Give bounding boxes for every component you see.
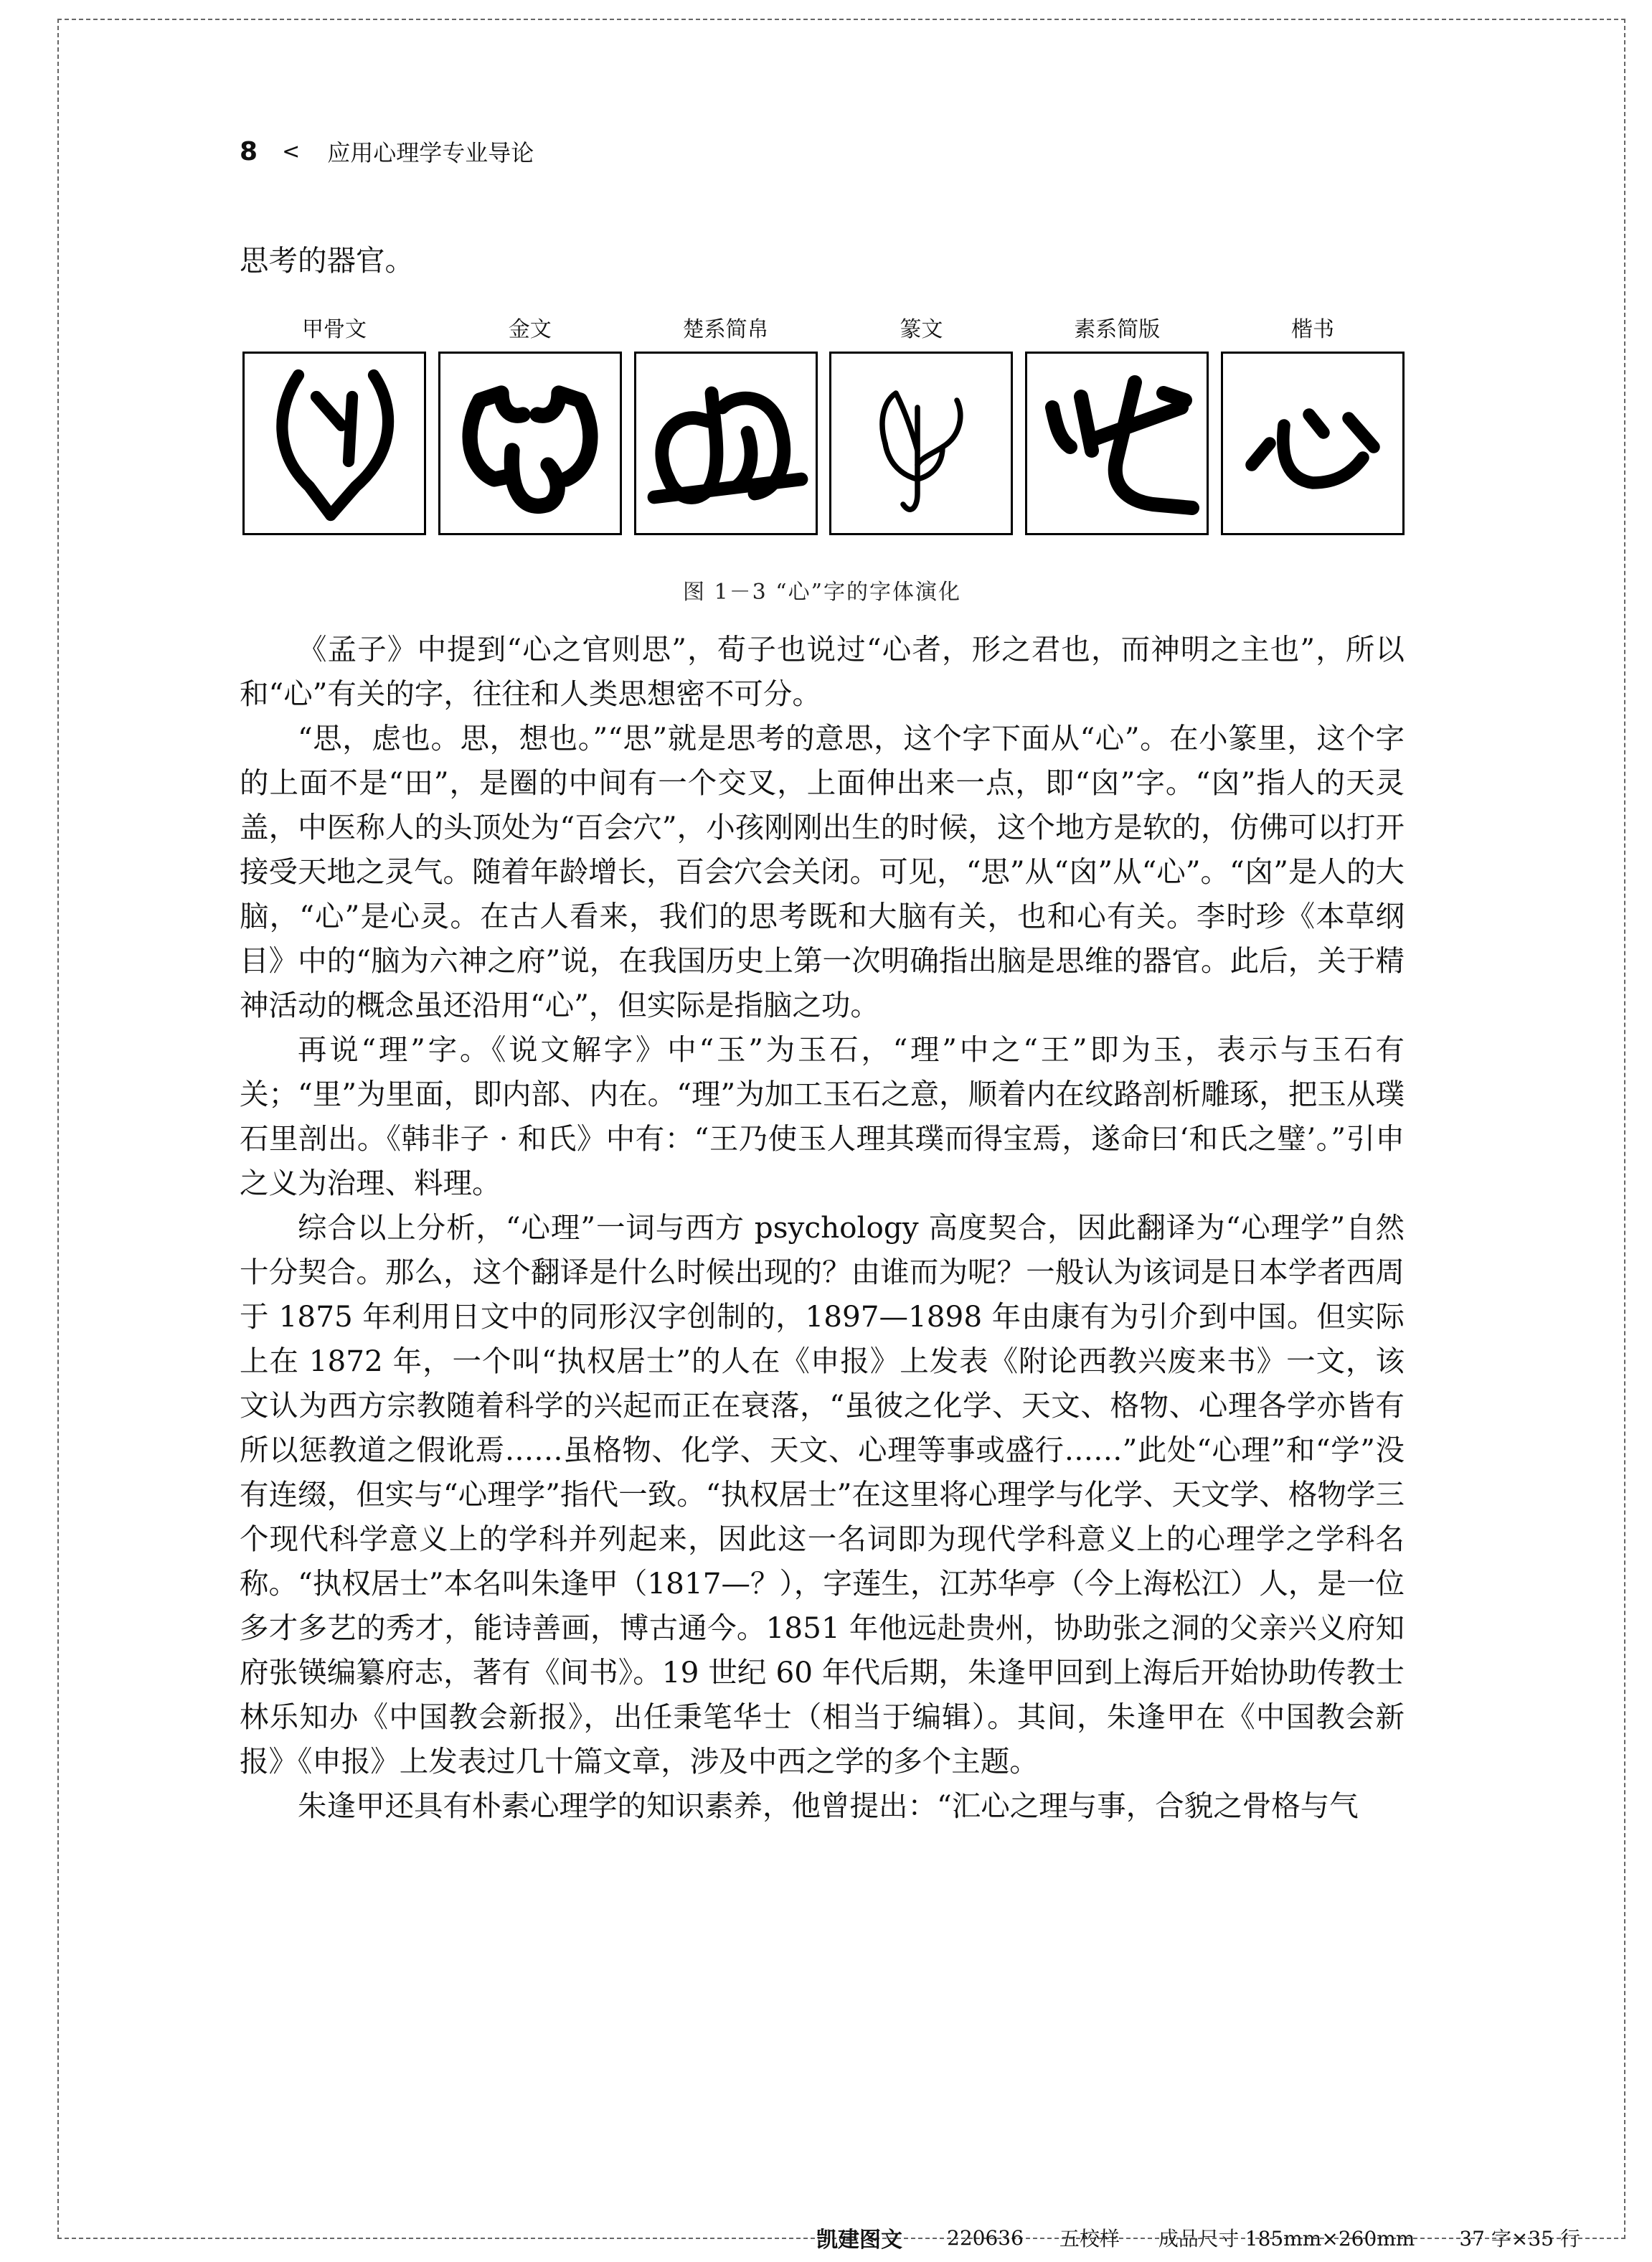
seal-script-xin-glyph xyxy=(829,352,1013,535)
xin-evolution-figure xyxy=(242,314,1405,535)
glyph-boxes xyxy=(242,352,1405,535)
oracle-bone-xin-glyph xyxy=(242,352,426,535)
body-paragraph: 再说“理”字。《说文解字》中“玉”为玉石，“理”中之“王”即为玉，表示与玉石有关；“里”为里面，即内部、内在。“理”为加工玉石之意，顺着内在纹路剖析雕琢，把玉从璞石里剖出。《韩非子 · 和氏》中有：“王乃使玉人理其璞而得宝焉，遂命曰‘和氏之璧’。”引申之义为治理、料理。 xyxy=(240,1032,1405,1200)
qin-bamboo-xin-glyph xyxy=(1025,352,1209,535)
body-text xyxy=(240,627,1405,1828)
chu-bamboo-xin-glyph xyxy=(634,352,818,535)
script-label: 金文 xyxy=(508,317,552,342)
script-label: 甲骨文 xyxy=(302,317,367,342)
book-title: 应用心理学专业导论 xyxy=(327,139,534,166)
figure-caption: 图 1－3 “心”字的字体演化 xyxy=(683,580,961,605)
job-code: 220636 xyxy=(947,2225,1024,2250)
body-paragraph: 综合以上分析，“心理”一词与西方 psychology 高度契合，因此翻译为“心理学”自然十分契合。那么，这个翻译是什么时候出现的？由谁而为呢？一般认为该词是日本学者西周于 1875 年利用日文中的同形汉字创制的，1897—1898 年由康有为引介到中国。但实际上在 1872 年，一个叫“执权居士”的人在《申报》上发表《附论西教兴废来书》一文，该文认为西方宗教随着科学的兴起而正在衰落，“虽彼之化学、天文、格物、心理各学亦皆有所以惩教道之假讹焉……虽格物、化学、天文、心理等事或盛行……”此处“心理”和“学”没有连缀，但实与“心理学”指代一致。“执权居士”在这里将心理学与化学、天文学、格物学三个现代科学意义上的学科并列起来，因此这一名词即为现代学科意义上的心理学之学科名称。“执权居士”本名叫朱逢甲（1817—？），字莲生，江苏华亭（今上海松江）人，是一位多才多艺的秀才，能诗善画，博古通今。1851 年他远赴贵州，协助张之洞的父亲兴义府知府张锳编纂府志，著有《间书》。19 世纪 60 年代后期，朱逢甲回到上海后开始协助传教士林乐知办《中国教会新报》，出任秉笔华士（相当于编辑）。其间，朱逢甲在《中国教会新报》《申报》上发表过几十篇文章，涉及中西之学的多个主题。 xyxy=(240,1210,1405,1778)
script-label: 楚系简帛 xyxy=(682,317,769,342)
proof-stage: 五校样 xyxy=(1059,2227,1120,2251)
script-label: 楷书 xyxy=(1290,317,1334,342)
bronze-xin-glyph xyxy=(438,352,622,535)
print-footer xyxy=(816,2221,1627,2254)
body-paragraph: 《孟子》中提到“心之官则思”，荀子也说过“心者，形之君也，而神明之主也”，所以和“心”有关的字，往往和人类思想密不可分。 xyxy=(240,632,1405,711)
regular-script-xin-glyph xyxy=(1221,352,1405,535)
intro-text xyxy=(240,238,1405,283)
intro-line: 思考的器官。 xyxy=(240,243,414,278)
script-labels xyxy=(242,314,1405,352)
body-paragraph: 朱逢甲还具有朴素心理学的知识素养，他曾提出：“汇心之理与事，合貌之骨格与气 xyxy=(298,1789,1359,1823)
script-label: 篆文 xyxy=(900,317,943,342)
script-label: 素系简版 xyxy=(1074,317,1161,342)
printer-brand: 凯建图文 xyxy=(816,2228,902,2253)
running-head xyxy=(240,133,534,169)
header-separator: < xyxy=(282,138,301,164)
trim-size: 成品尺寸 185mm×260mm xyxy=(1158,2227,1415,2251)
body-paragraph: “思，虑也。思，想也。”“思”就是思考的意思，这个字下面从“心”。在小篆里，这个字的上面不是“田”，是圈的中间有一个交叉，上面伸出来一点，即“囟”字。“囟”指人的天灵盖，中医称人的头顶处为“百会穴”，小孩刚刚出生的时候，这个地方是软的，仿佛可以打开接受天地之灵气。随着年龄增长，百会穴会关闭。可见，“思”从“囟”从“心”。“囟”是人的大脑，“心”是心灵。在古人看来，我们的思考既和大脑有关，也和心有关。李时珍《本草纲目》中的“脑为六神之府”说，在我国历史上第一次明确指出脑是思维的器官。此后，关于精神活动的概念虽还沿用“心”，但实际是指脑之功。 xyxy=(240,721,1405,1022)
page-number: 8 xyxy=(240,136,258,166)
text-grid: 37 字×35 行 xyxy=(1459,2227,1580,2251)
